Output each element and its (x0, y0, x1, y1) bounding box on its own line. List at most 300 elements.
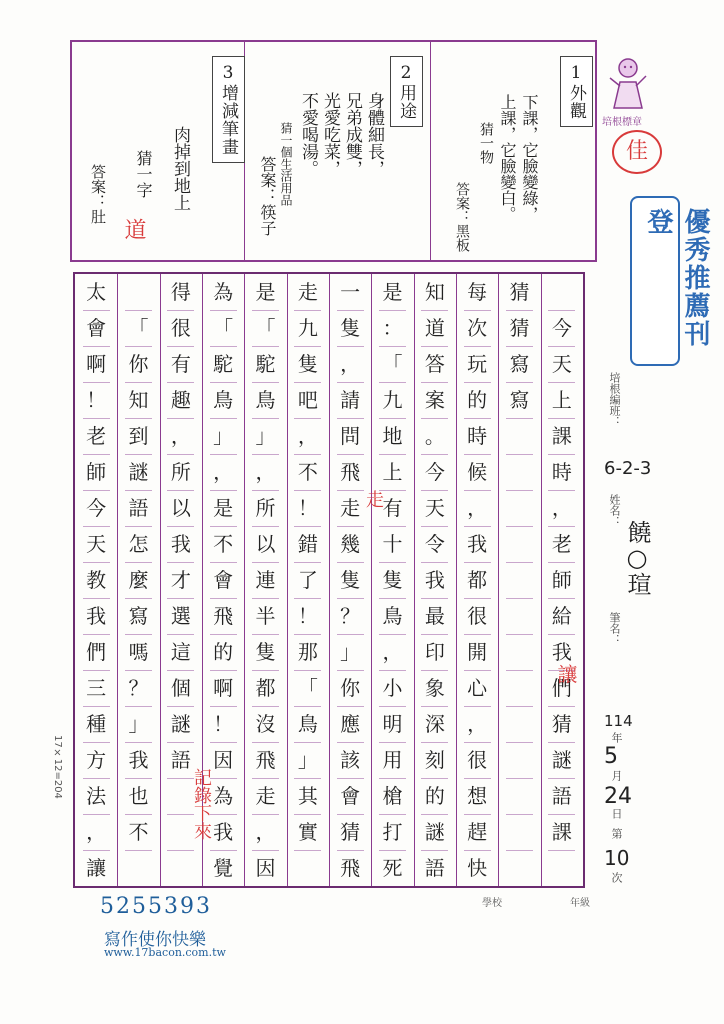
grid-row-line (464, 490, 491, 491)
essay-char: 駝 (213, 352, 234, 376)
grid-row-line (83, 382, 110, 383)
grid-row-line (210, 850, 237, 851)
essay-char: ， (467, 496, 488, 520)
essay-char: 怎 (128, 532, 149, 556)
essay-char: 們 (551, 676, 572, 700)
date-month: 5 (604, 744, 618, 769)
essay-char: 走 (255, 784, 276, 808)
grid-row-line (125, 670, 152, 671)
stamp-label: 培根標章 (602, 117, 642, 128)
essay-char: 都 (467, 568, 488, 592)
grid-row-line (83, 814, 110, 815)
essay-char: 我 (467, 532, 488, 556)
grid-row-line (294, 706, 321, 707)
grid-row-line (506, 562, 533, 563)
essay-char: 師 (86, 460, 107, 484)
class-label: 培根編班： (608, 372, 621, 427)
essay-char: 給 (551, 604, 572, 628)
essay-char: 十 (382, 532, 403, 556)
essay-char: ！ (86, 388, 107, 412)
grid-row-line (210, 346, 237, 347)
grid-row-line (210, 562, 237, 563)
grid-row-line (125, 598, 152, 599)
essay-char: 我 (213, 820, 234, 844)
grid-row-line (294, 346, 321, 347)
grid-row-line (252, 742, 279, 743)
footer-url: www.17bacon.com.tw (104, 946, 226, 959)
essay-char: 印 (424, 640, 445, 664)
essay-char: 三 (86, 676, 107, 700)
grid-row-line (421, 670, 448, 671)
grid-row-line (506, 490, 533, 491)
essay-char: 所 (170, 460, 191, 484)
grid-row-line (379, 850, 406, 851)
essay-char: ， (255, 820, 276, 844)
essay-char: 猜 (340, 820, 361, 844)
grid-row-line (210, 742, 237, 743)
essay-char: 隻 (382, 568, 403, 592)
essay-char: 飛 (213, 604, 234, 628)
essay-char: 語 (128, 496, 149, 520)
essay-char: 死 (382, 856, 403, 880)
grid-row-line (167, 562, 194, 563)
essay-char: 請 (340, 388, 361, 412)
essay-char: 隻 (340, 568, 361, 592)
essay-char: 是 (213, 496, 234, 520)
essay-char: 沒 (255, 712, 276, 736)
essay-char: 的 (467, 388, 488, 412)
grid-row-line (548, 382, 575, 383)
grid-row-line (210, 310, 237, 311)
essay-char: 明 (382, 712, 403, 736)
riddle2-line4: 不愛喝湯。 (298, 92, 318, 177)
essay-char: 謎 (424, 820, 445, 844)
essay-char: 「 (213, 316, 234, 340)
correction-jilu: 記錄下來 (191, 768, 212, 840)
essay-char: 老 (551, 532, 572, 556)
essay-char: 小 (382, 676, 403, 700)
grid-row-line (294, 670, 321, 671)
grid-row-line (506, 310, 533, 311)
essay-char: ， (86, 820, 107, 844)
essay-char: 我 (551, 640, 572, 664)
essay-char: ， (467, 712, 488, 736)
essay-char: ， (382, 640, 403, 664)
essay-char: 問 (340, 424, 361, 448)
grid-row-line (252, 670, 279, 671)
grid-row-line (337, 742, 364, 743)
essay-char: 你 (128, 352, 149, 376)
grid-row-line (379, 598, 406, 599)
essay-char: 趕 (467, 820, 488, 844)
grid-row-line (548, 850, 575, 851)
essay-char: ， (213, 460, 234, 484)
essay-char: 寫 (509, 352, 530, 376)
grid-row-line (548, 742, 575, 743)
riddle-box (70, 40, 597, 262)
grid-row-line (464, 670, 491, 671)
grid-row-line (464, 346, 491, 347)
grid-row-line (252, 850, 279, 851)
grid-row-line (125, 742, 152, 743)
grid-row-line (548, 526, 575, 527)
grid-row-line (421, 454, 448, 455)
riddle3-answer: 答案：肚 (89, 164, 107, 224)
grid-row-line (210, 418, 237, 419)
grid-row-line (83, 490, 110, 491)
grid-row-line (337, 454, 364, 455)
essay-char: 猜 (551, 712, 572, 736)
grid-row-line (167, 526, 194, 527)
essay-char (125, 278, 153, 306)
essay-char: 今 (86, 496, 107, 520)
grid-row-line (506, 814, 533, 815)
grid-row-line (337, 418, 364, 419)
grid-row-line (506, 598, 533, 599)
grid-column-line (414, 274, 415, 886)
grid-row-line (125, 346, 152, 347)
grid-row-line (210, 598, 237, 599)
grid-row-line (252, 526, 279, 527)
essay-char: 走 (340, 496, 361, 520)
grid-row-line (464, 634, 491, 635)
grid-row-line (464, 310, 491, 311)
grid-row-line (506, 418, 533, 419)
grid-row-line (506, 742, 533, 743)
grid-row-line (294, 490, 321, 491)
essay-char: 趣 (170, 388, 191, 412)
grid-row-line (294, 598, 321, 599)
grid-row-line (379, 742, 406, 743)
essay-char: 語 (170, 748, 191, 772)
essay-char: 會 (86, 316, 107, 340)
grid-row-line (337, 778, 364, 779)
badge-text: 優秀推薦刊登 (643, 208, 710, 348)
grid-column-line (244, 274, 245, 886)
grid-row-line (125, 814, 152, 815)
essay-char: 該 (340, 748, 361, 772)
grid-row-line (548, 346, 575, 347)
grid-row-line (506, 706, 533, 707)
grid-row-line (83, 526, 110, 527)
grid-row-line (379, 706, 406, 707)
essay-char: 啊 (213, 676, 234, 700)
grid-row-line (252, 598, 279, 599)
grid-row-line (337, 706, 364, 707)
riddle3-label: 3增減筆畫 (212, 56, 245, 163)
grid-row-line (337, 634, 364, 635)
correction-rang: 讓 (554, 664, 578, 684)
essay-char: 有 (170, 352, 191, 376)
grid-row-line (83, 634, 110, 635)
essay-char: 是 (382, 280, 403, 304)
grid-row-line (252, 490, 279, 491)
essay-char: 刻 (424, 748, 445, 772)
essay-char: 天 (86, 532, 107, 556)
essay-char: 「 (128, 316, 149, 340)
essay-char: 你 (340, 676, 361, 700)
essay-char: 答 (424, 352, 445, 376)
essay-char: 令 (424, 532, 445, 556)
essay-char: 得 (170, 280, 191, 304)
pen-name-label: 筆名： (608, 612, 621, 645)
grid-row-line (421, 490, 448, 491)
grid-row-line (421, 418, 448, 419)
grid-row-line (464, 850, 491, 851)
essay-char: 玩 (467, 352, 488, 376)
essay-char: 那 (297, 640, 318, 664)
grid-row-line (125, 562, 152, 563)
grid-column-line (329, 274, 330, 886)
riddle1-line1: 下課，它臉變綠， (520, 94, 539, 222)
essay-char: 。 (424, 424, 445, 448)
essay-char: ， (255, 460, 276, 484)
essay-char: 案 (424, 388, 445, 412)
essay-char: 法 (86, 784, 107, 808)
essay-char: 最 (424, 604, 445, 628)
grid-row-line (421, 814, 448, 815)
month-unit: 月 (610, 770, 623, 781)
essay-char: 謎 (551, 748, 572, 772)
essay-char: 寫 (509, 388, 530, 412)
essay-char: ， (340, 352, 361, 376)
riddle2-line5: 猜一個生活用品 (279, 122, 293, 206)
essay-char: 時 (551, 460, 572, 484)
essay-char: 不 (213, 532, 234, 556)
essay-char: 道 (424, 316, 445, 340)
essay-char: 有 (382, 496, 403, 520)
grid-row-line (506, 346, 533, 347)
essay-char: 「 (382, 352, 403, 376)
essay-char: 謎 (128, 460, 149, 484)
grid-row-line (464, 742, 491, 743)
riddle1-line3: 猜一物 (478, 122, 494, 164)
grid-row-line (379, 562, 406, 563)
grid-column-line (117, 274, 118, 886)
session-unit: 次 (610, 872, 623, 883)
grid-row-line (83, 562, 110, 563)
essay-char: 鳥 (382, 604, 403, 628)
grid-row-line (252, 454, 279, 455)
essay-char: 象 (424, 676, 445, 700)
essay-char: 走 (297, 280, 318, 304)
grid-row-line (125, 526, 152, 527)
grid-row-line (337, 562, 364, 563)
essay-grid (73, 272, 585, 888)
grid-row-line (252, 418, 279, 419)
grid-row-line (294, 634, 321, 635)
grid-row-line (379, 382, 406, 383)
essay-char: 嗎 (128, 640, 149, 664)
grid-column-line (498, 274, 499, 886)
essay-char: 所 (255, 496, 276, 520)
riddle2-line3: 光愛吃菜， (320, 92, 340, 177)
grid-row-line (125, 706, 152, 707)
essay-char: 很 (467, 604, 488, 628)
grade-label: 年級 (570, 898, 590, 909)
grid-row-line (83, 850, 110, 851)
essay-char: 因 (213, 748, 234, 772)
essay-char: 是 (255, 280, 276, 304)
grid-row-line (167, 850, 194, 851)
grid-row-line (506, 382, 533, 383)
essay-char: 啊 (86, 352, 107, 376)
grid-row-line (506, 634, 533, 635)
essay-char: 九 (382, 388, 403, 412)
essay-char: 候 (467, 460, 488, 484)
grid-row-line (294, 382, 321, 383)
essay-char: 為 (213, 280, 234, 304)
grid-row-line (125, 634, 152, 635)
essay-char: 」 (213, 424, 234, 448)
grid-row-line (379, 670, 406, 671)
essay-char: 」 (128, 712, 149, 736)
essay-char: 開 (467, 640, 488, 664)
grid-row-line (337, 598, 364, 599)
grid-row-line (125, 382, 152, 383)
essay-char: 實 (297, 820, 318, 844)
grid-row-line (379, 814, 406, 815)
grid-row-line (83, 598, 110, 599)
riddle1-line2: 上課，它臉變白。 (498, 94, 517, 222)
bacon-stamp-icon (606, 52, 650, 112)
grid-row-line (167, 382, 194, 383)
essay-char: 寫 (128, 604, 149, 628)
grid-row-line (83, 418, 110, 419)
essay-char: 都 (255, 676, 276, 700)
essay-char: 上 (551, 388, 572, 412)
essay-char: 不 (297, 460, 318, 484)
essay-char: 地 (382, 424, 403, 448)
grid-row-line (421, 778, 448, 779)
essay-char: 很 (170, 316, 191, 340)
essay-char: 方 (86, 748, 107, 772)
essay-char: 鳥 (297, 712, 318, 736)
grid-row-line (421, 706, 448, 707)
grid-row-line (506, 850, 533, 851)
grid-row-line (252, 310, 279, 311)
grid-row-line (294, 526, 321, 527)
recommend-badge (630, 196, 710, 366)
grid-row-line (337, 382, 364, 383)
grid-row-line (294, 850, 321, 851)
grid-row-line (506, 778, 533, 779)
essay-char: 「 (297, 676, 318, 700)
riddle2-answer: 答案：筷子 (258, 156, 277, 236)
grid-row-line (506, 670, 533, 671)
grid-row-line (379, 526, 406, 527)
school-label: 學校 (482, 898, 502, 909)
grid-row-line (548, 310, 575, 311)
grid-column-line (287, 274, 288, 886)
essay-char: 個 (170, 676, 191, 700)
grid-row-line (548, 778, 575, 779)
essay-char: 深 (424, 712, 445, 736)
grid-row-line (294, 778, 321, 779)
grid-size-label: 17×12=204 (52, 735, 63, 799)
grid-row-line (337, 346, 364, 347)
grid-row-line (167, 706, 194, 707)
essay-char: 槍 (382, 784, 403, 808)
name-label: 姓名： (608, 494, 621, 527)
essay-char: 應 (340, 712, 361, 736)
riddle2-label: 2用途 (390, 56, 423, 127)
essay-char: 我 (170, 532, 191, 556)
grid-row-line (167, 454, 194, 455)
essay-char: 會 (213, 568, 234, 592)
grid-row-line (464, 418, 491, 419)
correction-zou: 走 (363, 490, 384, 508)
grid-row-line (379, 310, 406, 311)
grid-row-line (464, 598, 491, 599)
grid-row-line (210, 526, 237, 527)
essay-char: 時 (467, 424, 488, 448)
grid-row-line (210, 670, 237, 671)
essay-char: ！ (213, 712, 234, 736)
session-label: 第 (610, 828, 623, 839)
essay-char: 快 (467, 856, 488, 880)
essay-char: ， (297, 424, 318, 448)
grid-row-line (421, 850, 448, 851)
grid-row-line (125, 778, 152, 779)
grid-row-line (337, 814, 364, 815)
essay-char: ？ (128, 676, 149, 700)
grid-row-line (548, 634, 575, 635)
grid-row-line (464, 814, 491, 815)
essay-char: 因 (255, 856, 276, 880)
date-year: 114 (604, 712, 633, 730)
riddle3-line1: 肉掉到地上 (170, 126, 190, 211)
class-value: 6-2-3 (604, 458, 652, 479)
essay-char: 半 (255, 604, 276, 628)
grid-row-line (167, 346, 194, 347)
grid-row-line (252, 382, 279, 383)
essay-char: 次 (467, 316, 488, 340)
grid-column-line (541, 274, 542, 886)
grid-row-line (548, 454, 575, 455)
essay-char: 鳥 (213, 388, 234, 412)
essay-char: 其 (297, 784, 318, 808)
grid-row-line (210, 706, 237, 707)
essay-char: 鳥 (255, 388, 276, 412)
essay-char: 駝 (255, 352, 276, 376)
grid-row-line (83, 346, 110, 347)
grid-row-line (379, 346, 406, 347)
grid-row-line (379, 454, 406, 455)
footer-number: 5255393 (100, 894, 212, 919)
grid-row-line (421, 346, 448, 347)
grid-row-line (421, 526, 448, 527)
essay-char: 們 (86, 640, 107, 664)
essay-char: 我 (128, 748, 149, 772)
essay-char: 打 (382, 820, 403, 844)
grid-row-line (125, 490, 152, 491)
grid-row-line (294, 454, 321, 455)
essay-char: 隻 (255, 640, 276, 664)
grid-row-line (210, 634, 237, 635)
essay-char: 九 (297, 316, 318, 340)
essay-char: 以 (170, 496, 191, 520)
essay-char: 教 (86, 568, 107, 592)
essay-char: 飛 (340, 460, 361, 484)
grid-row-line (548, 418, 575, 419)
essay-char: 課 (551, 424, 572, 448)
grid-row-line (167, 598, 194, 599)
grid-row-line (252, 346, 279, 347)
grid-row-line (548, 598, 575, 599)
grid-row-line (294, 814, 321, 815)
date-day: 24 (604, 784, 632, 809)
